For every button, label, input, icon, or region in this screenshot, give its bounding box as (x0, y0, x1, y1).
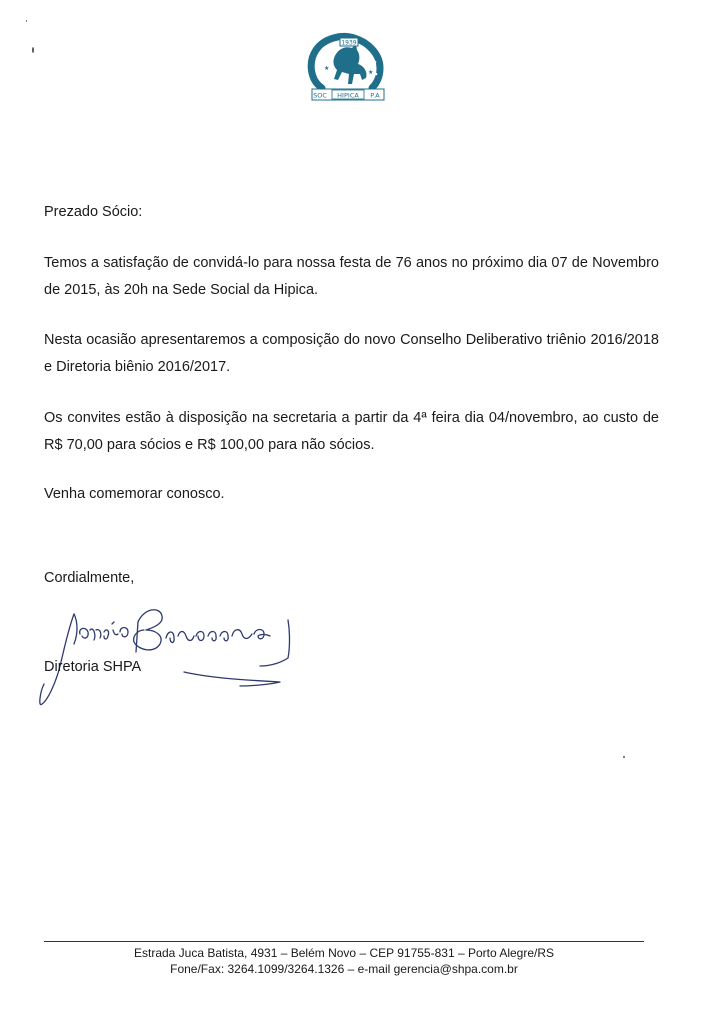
scan-speck (26, 20, 27, 22)
paragraph-celebrate: Venha comemorar conosco. (44, 486, 225, 502)
logo-banner-right: P.A (370, 91, 380, 100)
signer-name: Diretoria SHPA (44, 659, 142, 675)
svg-text:★: ★ (324, 65, 330, 72)
paragraph-council: Nesta ocasião apresentaremos a composição do novo Conselho Deliberativo triênio 2016/2018 e Diretoria biênio 2016/2017. (44, 332, 659, 375)
logo-year: 1939 (341, 39, 357, 47)
greeting: Prezado Sócio: (44, 204, 143, 220)
scan-speck (32, 47, 34, 53)
paragraph-invitation: Temos a satisfação de convidá-lo para nossa festa de 76 anos no próximo dia 07 de Novembro de 2015, às 20h na Sede Social da Hipica. (44, 255, 659, 298)
footer (44, 945, 644, 977)
horseshoe-horse-emblem-icon (302, 32, 394, 104)
footer-divider (44, 941, 644, 942)
logo-banner-left: SOC (313, 91, 327, 100)
svg-text:★: ★ (368, 69, 374, 76)
footer-address: Estrada Juca Batista, 4931 – Belém Novo – CEP 91755-831 – Porto Alegre/RS (133, 946, 555, 960)
scan-speck (623, 756, 625, 758)
closing: Cordialmente, (44, 570, 135, 586)
footer-contact: Fone/Fax: 3264.1099/3264.1326 – e-mail gerencia@shpa.com.br (170, 962, 518, 976)
club-logo (302, 32, 394, 104)
logo-banner-center: HIPICA (337, 91, 359, 100)
paragraph-tickets: Os convites estão à disposição na secretaria a partir da 4ª feira dia 04/novembro, ao custo de R$ 70,00 para sócios e R$ 100,00 para não sócios. (44, 410, 659, 453)
